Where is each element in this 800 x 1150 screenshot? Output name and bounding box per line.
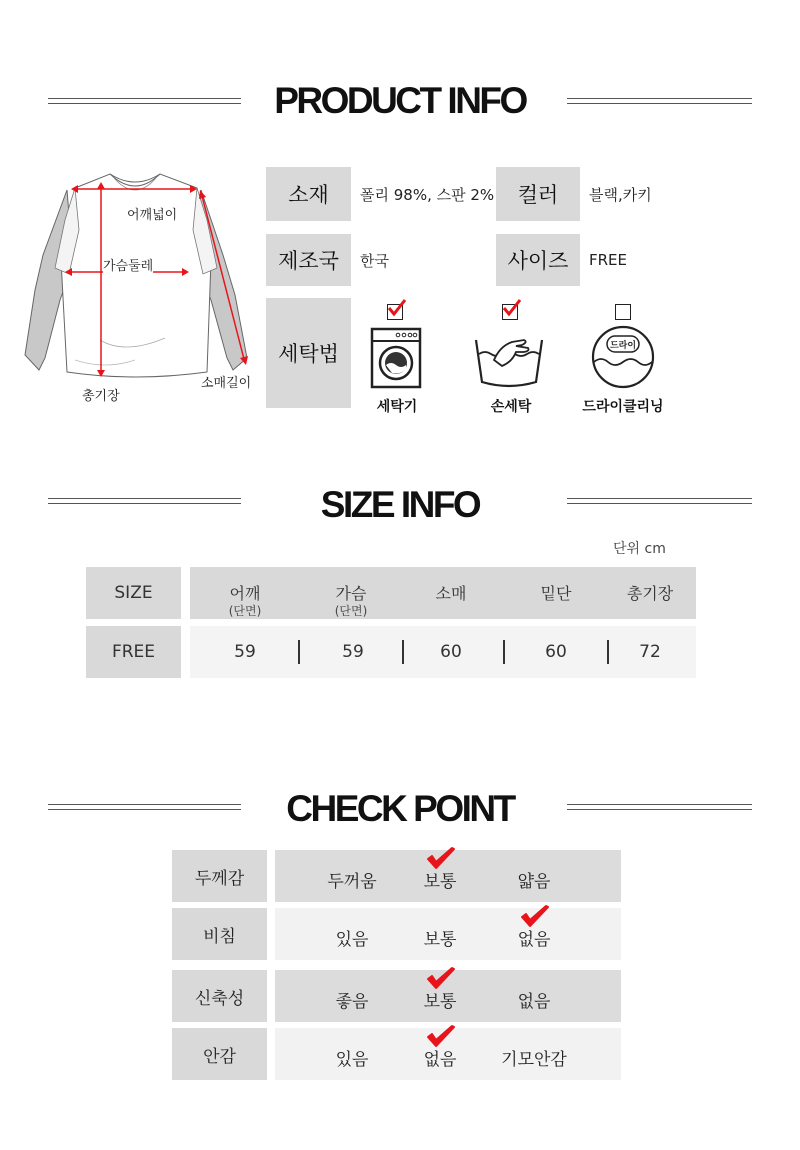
selected-check-icon bbox=[425, 846, 457, 872]
washing-machine-icon bbox=[370, 327, 422, 389]
check-point-row-label: 두께감 bbox=[172, 850, 267, 902]
hand-wash-caption: 손세탁 bbox=[490, 399, 532, 415]
section-divider-right bbox=[567, 804, 752, 810]
check-point-row bbox=[275, 970, 621, 1022]
dry-clean-icon-text: 드라이 bbox=[609, 341, 637, 351]
material-label: 소재 bbox=[266, 167, 351, 221]
size-label: 사이즈 bbox=[496, 234, 580, 286]
size-header-label: SIZE bbox=[114, 583, 153, 603]
col-total-length bbox=[605, 581, 695, 604]
selected-check-icon bbox=[425, 966, 457, 992]
color-value: 블랙,카키 bbox=[589, 185, 652, 204]
value-sleeve: 60 bbox=[440, 642, 462, 662]
selected-check-icon bbox=[519, 904, 551, 930]
origin-value: 한국 bbox=[360, 251, 389, 270]
size-info-title: SIZE INFO bbox=[320, 484, 480, 525]
col-sleeve-name: 소매 bbox=[435, 584, 467, 603]
col-sleeve bbox=[406, 581, 496, 604]
color-label: 컬러 bbox=[496, 167, 580, 221]
col-total-length-name: 총기장 bbox=[626, 584, 674, 603]
value-separator bbox=[402, 640, 404, 664]
dry-clean-icon bbox=[590, 324, 656, 390]
value-shoulder: 59 bbox=[234, 642, 256, 662]
col-chest-name: 가슴 bbox=[335, 584, 367, 603]
material-value: 폴리 98%, 스판 2% bbox=[360, 185, 495, 204]
check-point-row bbox=[275, 1028, 621, 1080]
check-point-option: 얇음 bbox=[517, 872, 551, 892]
unit-label: 단위 cm bbox=[613, 541, 666, 557]
product-info-title: PRODUCT INFO bbox=[274, 80, 526, 121]
col-hem bbox=[511, 581, 601, 604]
origin-label: 제조국 bbox=[266, 234, 351, 286]
section-divider-left bbox=[48, 804, 241, 810]
col-chest-sub: (단면) bbox=[334, 604, 368, 618]
value-chest: 59 bbox=[342, 642, 364, 662]
check-point-option: 좋음 bbox=[335, 992, 369, 1012]
section-divider-left bbox=[48, 498, 241, 504]
check-mark-icon bbox=[501, 297, 523, 319]
garment-diagram bbox=[15, 160, 255, 405]
total-length-label: 총기장 bbox=[82, 389, 120, 404]
check-point-option: 없음 bbox=[517, 930, 551, 950]
shoulder-label: 어깨넓이 bbox=[127, 204, 177, 223]
check-mark-icon bbox=[386, 297, 408, 319]
check-point-row bbox=[275, 850, 621, 902]
section-divider-left bbox=[48, 98, 241, 104]
check-point-option: 있음 bbox=[335, 930, 369, 950]
check-point-option: 보통 bbox=[423, 872, 457, 892]
value-separator bbox=[298, 640, 300, 664]
check-point-row bbox=[275, 908, 621, 960]
section-divider-right bbox=[567, 98, 752, 104]
chest-label: 가슴둘레 bbox=[103, 255, 153, 274]
col-chest bbox=[306, 581, 396, 619]
value-hem: 60 bbox=[545, 642, 567, 662]
washing-label: 세탁법 bbox=[266, 298, 351, 408]
size-value: FREE bbox=[589, 251, 628, 269]
check-point-row-label: 신축성 bbox=[172, 970, 267, 1022]
size-row-label: FREE bbox=[111, 642, 156, 662]
col-shoulder-name: 어깨 bbox=[229, 584, 261, 603]
section-divider-right bbox=[567, 498, 752, 504]
hand-wash-icon bbox=[472, 332, 546, 390]
value-total-length: 72 bbox=[639, 642, 661, 662]
check-point-option: 없음 bbox=[517, 992, 551, 1012]
value-separator bbox=[503, 640, 505, 664]
dry-clean-caption: 드라이클리닝 bbox=[582, 399, 664, 415]
size-row-label-cell bbox=[86, 626, 181, 678]
col-shoulder bbox=[200, 581, 290, 619]
col-shoulder-sub: (단면) bbox=[228, 604, 262, 618]
check-point-option: 보통 bbox=[423, 992, 457, 1012]
col-hem-name: 밑단 bbox=[540, 584, 572, 603]
check-point-option: 기모안감 bbox=[501, 1050, 567, 1070]
check-point-row-label: 안감 bbox=[172, 1028, 267, 1080]
check-point-option: 두꺼움 bbox=[327, 872, 377, 892]
check-point-option: 있음 bbox=[335, 1050, 369, 1070]
dry-clean-checkbox[interactable] bbox=[615, 304, 631, 320]
sleeve-length-label: 소매길이 bbox=[201, 376, 252, 391]
check-point-title: CHECK POINT bbox=[286, 788, 514, 829]
size-header-cell bbox=[86, 567, 181, 619]
sweater-illustration bbox=[15, 160, 255, 405]
check-point-option: 보통 bbox=[423, 930, 457, 950]
check-point-row-label: 비침 bbox=[172, 908, 267, 960]
washing-machine-caption: 세탁기 bbox=[376, 399, 418, 415]
selected-check-icon bbox=[425, 1024, 457, 1050]
check-point-option: 없음 bbox=[423, 1050, 457, 1070]
